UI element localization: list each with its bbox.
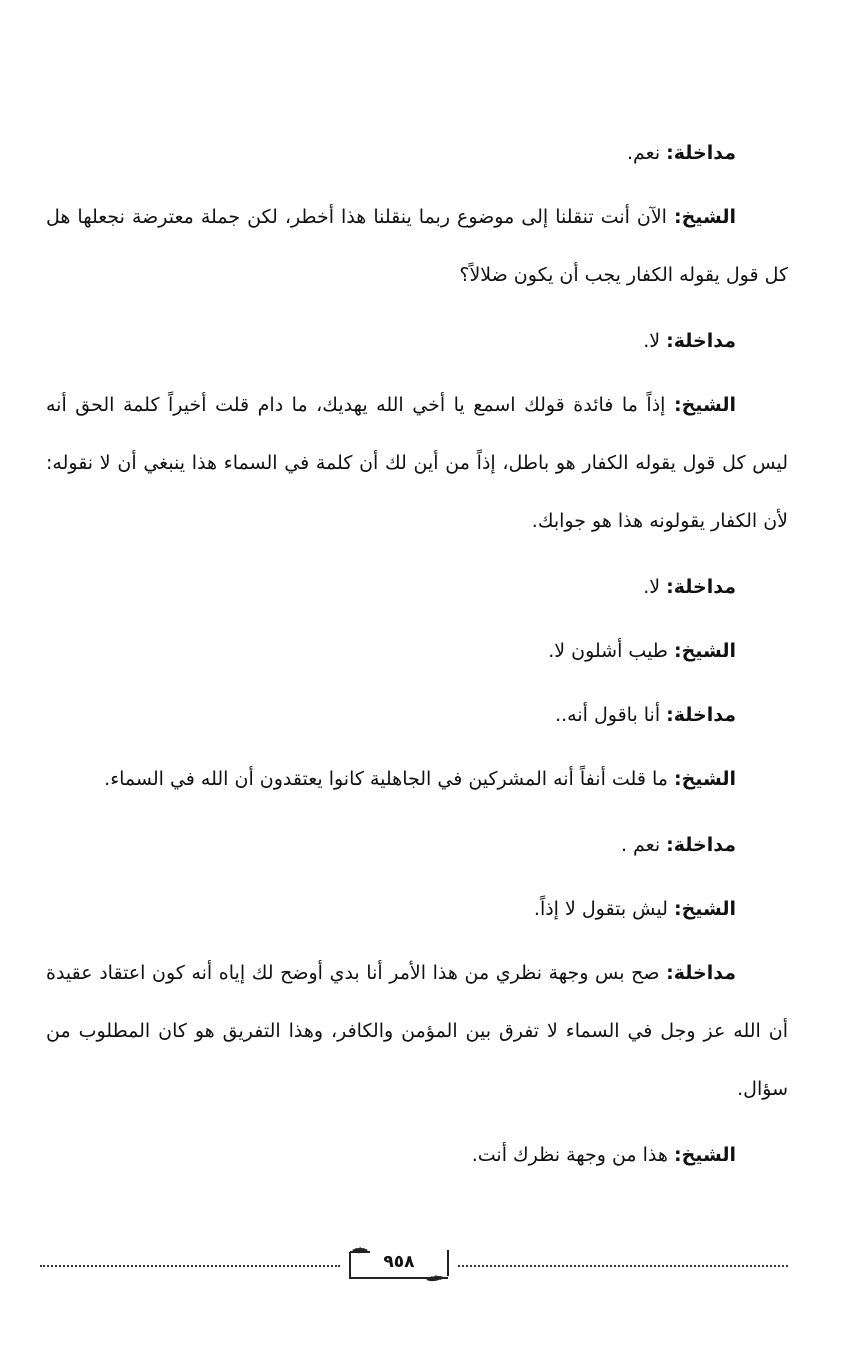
paragraph-text: الآن أنت تنقلنا إلى موضوع ربما ينقلنا هذا أخطر، لكن جملة معترضة نجعلها هل كل قول يقوله الكفار يجب أن يكون ضلالاً؟	[46, 206, 788, 286]
page-number: ٩٥٨	[383, 1252, 415, 1272]
paragraph-text: طيب أشلون لا.	[548, 640, 674, 662]
footer-divider-left	[40, 1265, 340, 1267]
paragraph-text: إذاً ما فائدة قولك اسمع يا أخي الله يهديك، ما دام قلت أخيراً كلمة الحق أنه ليس كل قول يقوله الكفار هو باطل، إذاً من أين لك أن كلمة في السماء هذا ينبغي أن لا نقوله: لأن الكفار يقولونه هذا هو جوابك.	[46, 394, 788, 532]
paragraph-11	[46, 944, 788, 1118]
speaker-label: مداخلة:	[666, 142, 736, 164]
paragraph-5	[46, 558, 788, 616]
paragraph-8	[46, 750, 788, 808]
paragraph-2	[46, 188, 788, 304]
speaker-label: مداخلة:	[666, 962, 736, 984]
speaker-label: مداخلة:	[666, 704, 736, 726]
speaker-label: مداخلة:	[666, 576, 736, 598]
page-number-frame	[346, 1246, 452, 1282]
paragraph-text: نعم .	[620, 834, 667, 856]
paragraph-text: لا.	[643, 576, 667, 598]
paragraph-6	[46, 622, 788, 680]
page-footer	[40, 1244, 788, 1284]
paragraph-text: لا.	[643, 330, 667, 352]
paragraph-text: صح بس وجهة نظري من هذا الأمر أنا بدي أوضح لك إياه أنه كون اعتقاد عقيدة أن الله عز وجل في السماء لا تفرق بين المؤمن والكافر، وهذا التفريق هو كان المطلوب من سؤال.	[46, 962, 788, 1100]
speaker-label: الشيخ:	[673, 206, 736, 228]
paragraph-7	[46, 686, 788, 744]
transcript-body	[46, 124, 788, 1190]
speaker-label: مداخلة:	[666, 330, 736, 352]
paragraph-1	[46, 124, 788, 182]
paragraph-12	[46, 1126, 788, 1184]
paragraph-text: ما قلت أنفاً أنه المشركين في الجاهلية كانوا يعتقدون أن الله في السماء.	[104, 768, 674, 790]
paragraph-text: أنا باقول أنه..	[555, 704, 667, 726]
footer-divider-right	[458, 1265, 788, 1267]
paragraph-text: نعم.	[626, 142, 667, 164]
paragraph-9	[46, 816, 788, 874]
speaker-label: الشيخ:	[673, 898, 736, 920]
paragraph-text: ليش بتقول لا إذاً.	[533, 898, 674, 920]
speaker-label: الشيخ:	[673, 1144, 736, 1166]
speaker-label: الشيخ:	[673, 640, 736, 662]
paragraph-3	[46, 312, 788, 370]
speaker-label: الشيخ:	[673, 394, 736, 416]
speaker-label: الشيخ:	[673, 768, 736, 790]
paragraph-4	[46, 376, 788, 550]
speaker-label: مداخلة:	[666, 834, 736, 856]
paragraph-text: هذا من وجهة نظرك أنت.	[471, 1144, 674, 1166]
paragraph-10	[46, 880, 788, 938]
